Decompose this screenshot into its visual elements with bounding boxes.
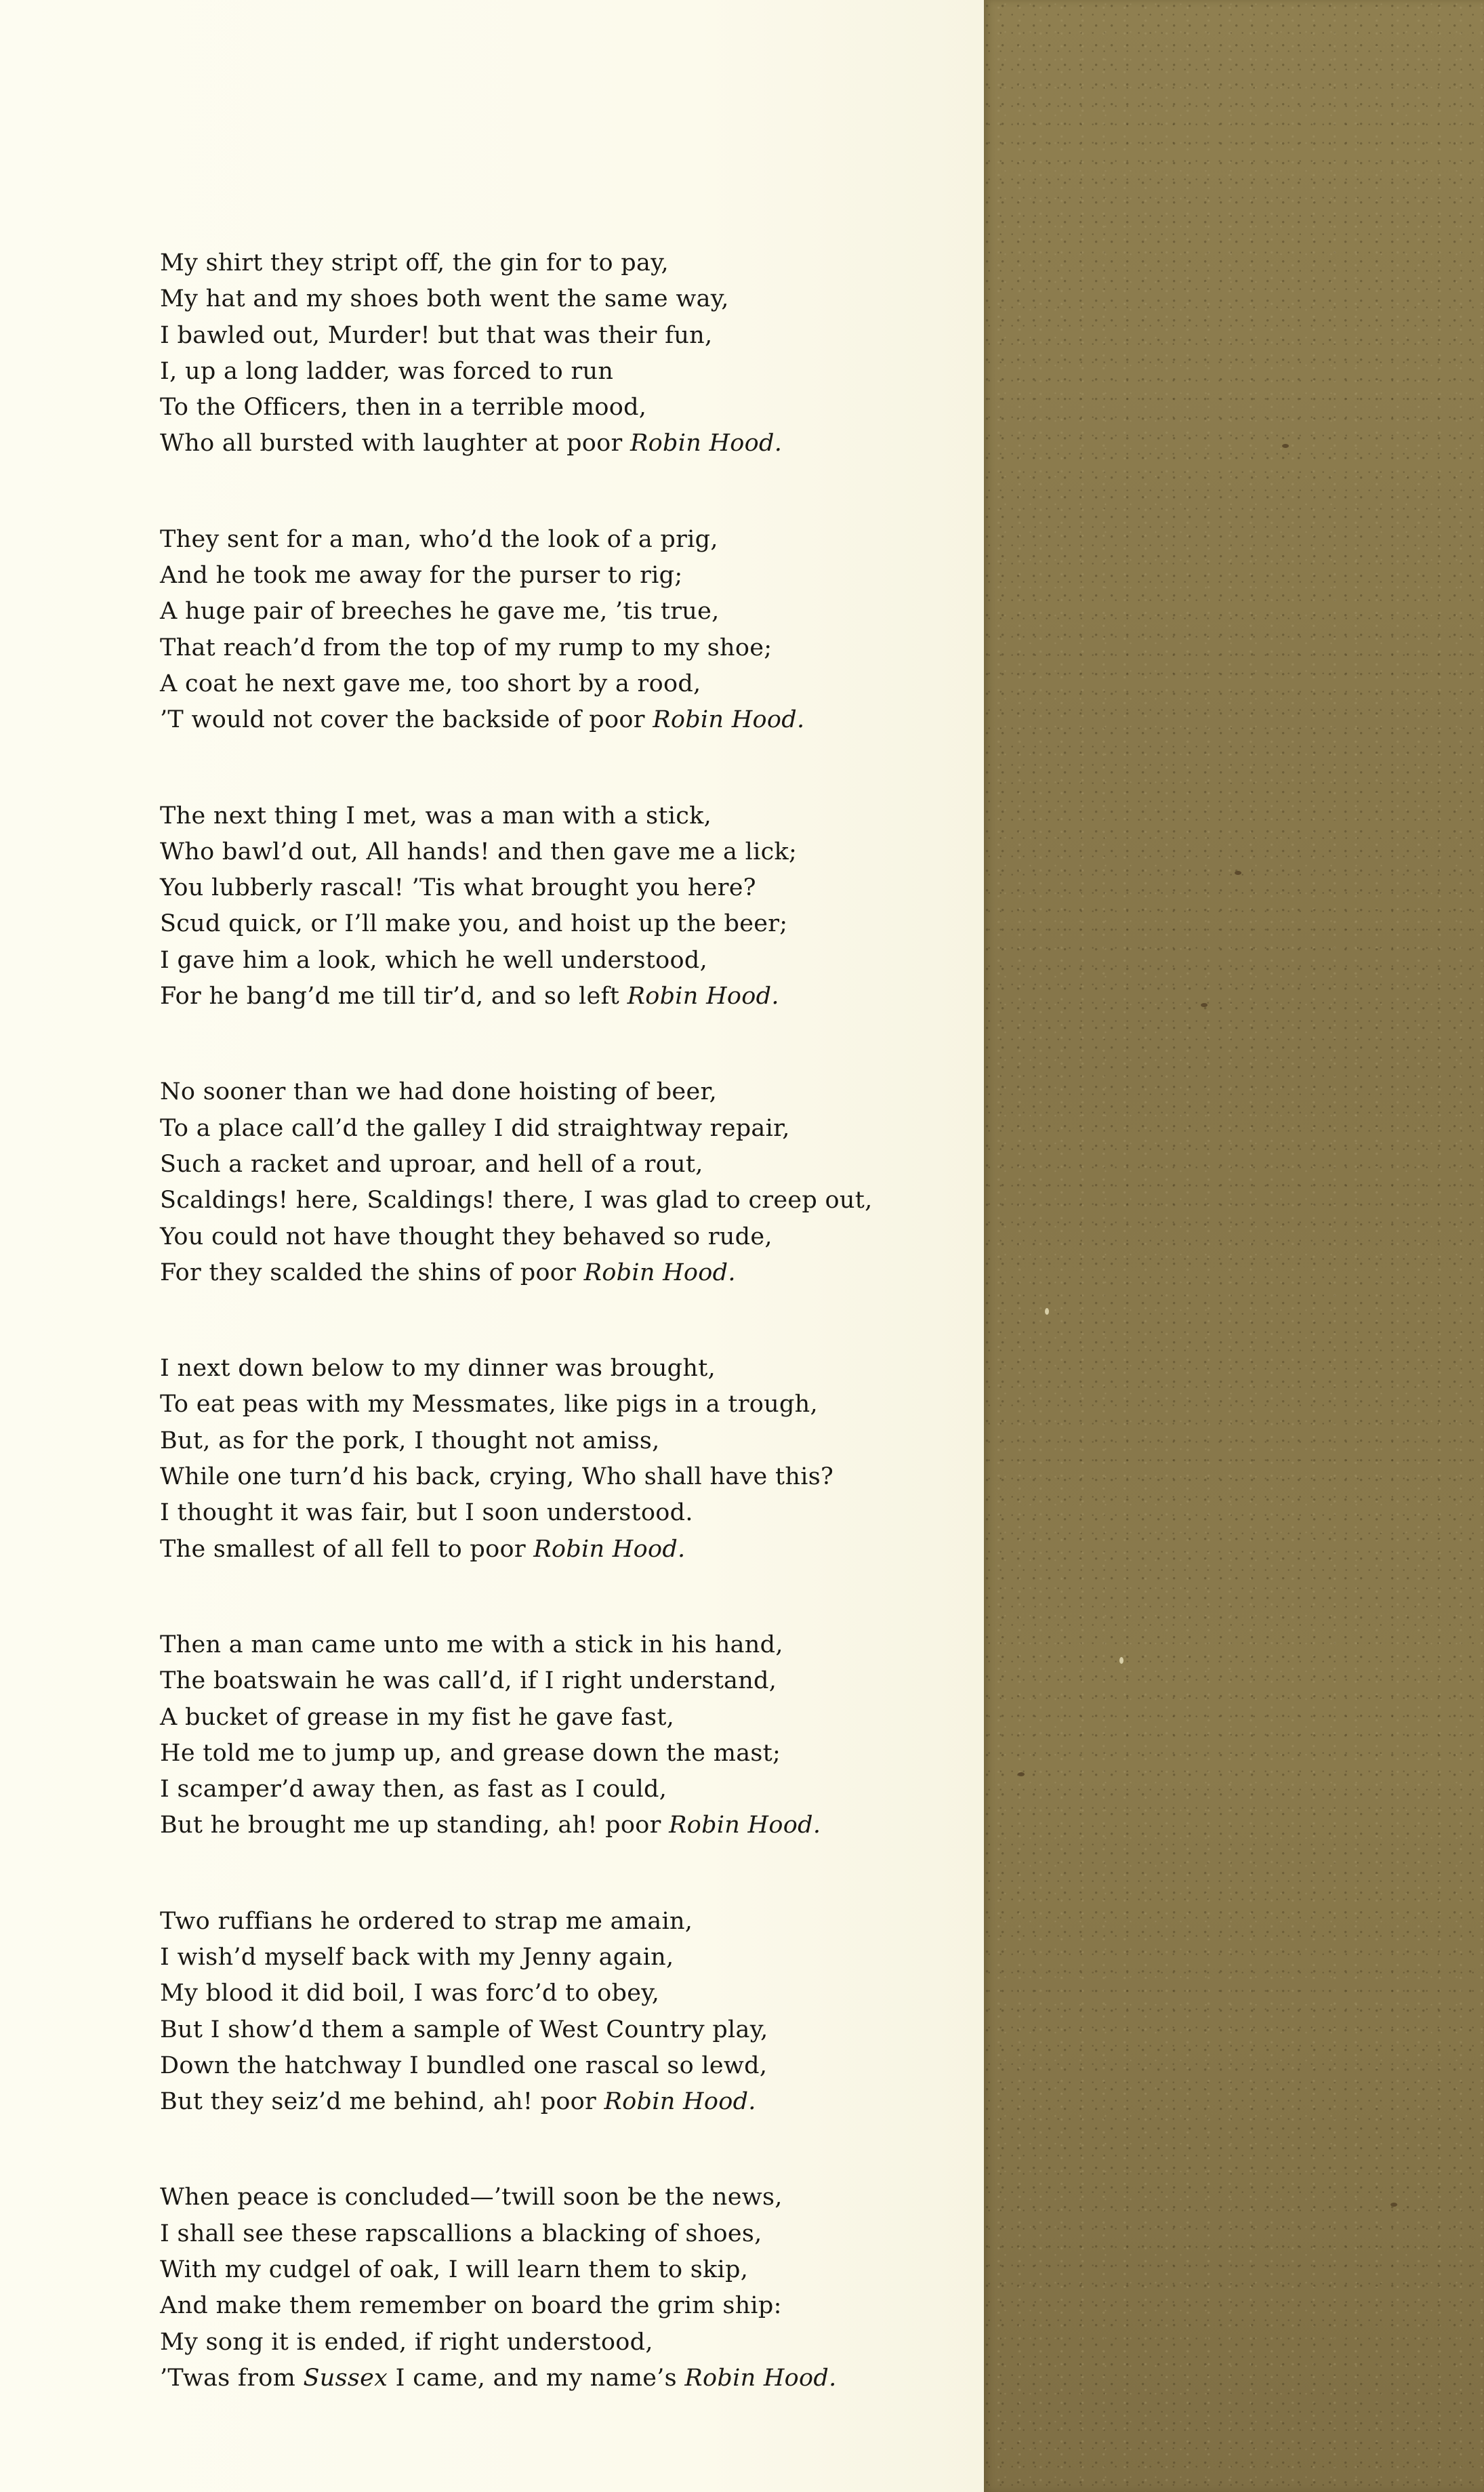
poem-line: To the Officers, then in a terrible mood, — [160, 394, 647, 422]
poem-line: I, up a long ladder, was forced to run — [160, 357, 614, 385]
poem-line: I bawled out, Murder! but that was their fun, — [160, 321, 713, 349]
poem-line: My song it is ended, if right understood, — [160, 2328, 653, 2356]
poem-line: Down the hatchway I bundled one rascal so lewd, — [160, 2051, 768, 2079]
poem-line: Two ruffians he ordered to strap me amain, — [160, 1907, 693, 1935]
paper-fleck — [1119, 1657, 1124, 1664]
poem-line: I shall see these rapscallions a blacking of shoes, — [160, 2220, 762, 2247]
poem-line: I thought it was fair, but I soon understood. — [160, 1499, 693, 1527]
paper-fleck — [1201, 1003, 1208, 1007]
poem-line: My shirt they stript off, the gin for to pay, — [160, 249, 669, 277]
stanza — [160, 1351, 946, 1568]
poem-line: For they scalded the shins of poor Robin Hood. — [160, 1259, 736, 1286]
poem-line: I gave him a look, which he well understood, — [160, 946, 708, 974]
poem-line: The boatswain he was call’d, if I right understand, — [160, 1667, 777, 1695]
robin-hood-name: Robin Hood. — [627, 983, 779, 1010]
poem-line: Then a man came unto me with a stick in his hand, — [160, 1631, 783, 1658]
poem-line: My hat and my shoes both went the same way, — [160, 285, 729, 313]
stanza — [160, 1627, 946, 1844]
stanza — [160, 1904, 946, 2121]
poem-line: To a place call’d the galley I did straightway repair, — [160, 1114, 790, 1142]
poem-line: They sent for a man, who’d the look of a prig, — [160, 525, 718, 553]
poem-line: The smallest of all fell to poor Robin Hood. — [160, 1535, 686, 1563]
robin-hood-name: Robin Hood. — [583, 1259, 736, 1286]
poem-line: No sooner than we had done hoisting of beer, — [160, 1078, 718, 1106]
robin-hood-name: Robin Hood. — [604, 2088, 756, 2116]
stanza — [160, 798, 946, 1015]
poem-line: You could not have thought they behaved so rude, — [160, 1223, 772, 1250]
place-name: Sussex — [303, 2364, 388, 2392]
poem-line: While one turn’d his back, crying, Who shall have this? — [160, 1463, 834, 1491]
endpaper — [984, 0, 1484, 2492]
paper-fleck — [1018, 1772, 1025, 1776]
poem-line: Such a racket and uproar, and hell of a rout, — [160, 1150, 703, 1178]
poem-line: When peace is concluded—’twill soon be the news, — [160, 2184, 783, 2211]
stanza — [160, 245, 946, 462]
poem-line: For he bang’d me till tir’d, and so left Robin Hood. — [160, 983, 779, 1010]
poem-line: But, as for the pork, I thought not amiss, — [160, 1427, 660, 1454]
poem-line: You lubberly rascal! ’Tis what brought you here? — [160, 874, 756, 902]
poem-line: The next thing I met, was a man with a stick, — [160, 802, 712, 830]
poem-line: To eat peas with my Messmates, like pigs in a trough, — [160, 1391, 818, 1418]
poem-line: I scamper’d away then, as fast as I could, — [160, 1776, 667, 1803]
poem-line: With my cudgel of oak, I will learn them to skip, — [160, 2256, 749, 2284]
poem-line: Who bawl’d out, All hands! and then gave me a lick; — [160, 838, 798, 865]
poem-line: Who all bursted with laughter at poor Robin Hood. — [160, 430, 783, 457]
poem-line: That reach’d from the top of my rump to my shoe; — [160, 634, 772, 661]
poem-line: ’Twas from Sussex I came, and my name’s Robin Hood. — [160, 2364, 837, 2392]
poem-line: And make them remember on board the grim ship: — [160, 2292, 782, 2320]
poem-line: But they seiz’d me behind, ah! poor Robin Hood. — [160, 2088, 756, 2116]
robin-hood-name: Robin Hood. — [684, 2364, 837, 2392]
robin-hood-name: Robin Hood. — [653, 706, 805, 734]
poem-line: And he took me away for the purser to rig; — [160, 562, 683, 590]
paper-fleck — [1045, 1308, 1049, 1315]
poem-line: But he brought me up standing, ah! poor Robin Hood. — [160, 1812, 821, 1839]
poem-line: A huge pair of breeches he gave me, ’tis true, — [160, 598, 720, 626]
paper-fleck — [1235, 871, 1241, 875]
stanza — [160, 522, 946, 739]
poem-line: A bucket of grease in my fist he gave fast, — [160, 1703, 675, 1731]
poem-line: He told me to jump up, and grease down the mast; — [160, 1739, 781, 1767]
paper-fleck — [1390, 2203, 1397, 2207]
stanza — [160, 1074, 946, 1291]
poem-line: I next down below to my dinner was brought, — [160, 1355, 716, 1383]
poem-line: ’T would not cover the backside of poor Robin Hood. — [160, 706, 805, 734]
poem-line: I wish’d myself back with my Jenny again, — [160, 1943, 674, 1971]
paper-fleck — [1282, 444, 1289, 448]
poem-line: My blood it did boil, I was forc’d to obey, — [160, 1980, 660, 2007]
robin-hood-name: Robin Hood. — [669, 1812, 821, 1839]
poem — [160, 245, 946, 2456]
poem-line: Scud quick, or I’ll make you, and hoist up the beer; — [160, 910, 788, 938]
poem-line: But I show’d them a sample of West Country play, — [160, 2016, 768, 2043]
poem-line: A coat he next gave me, too short by a rood, — [160, 670, 701, 697]
stanza — [160, 2180, 946, 2396]
robin-hood-name: Robin Hood. — [533, 1535, 686, 1563]
poem-line: Scaldings! here, Scaldings! there, I was glad to creep out, — [160, 1187, 873, 1214]
robin-hood-name: Robin Hood. — [630, 430, 783, 457]
